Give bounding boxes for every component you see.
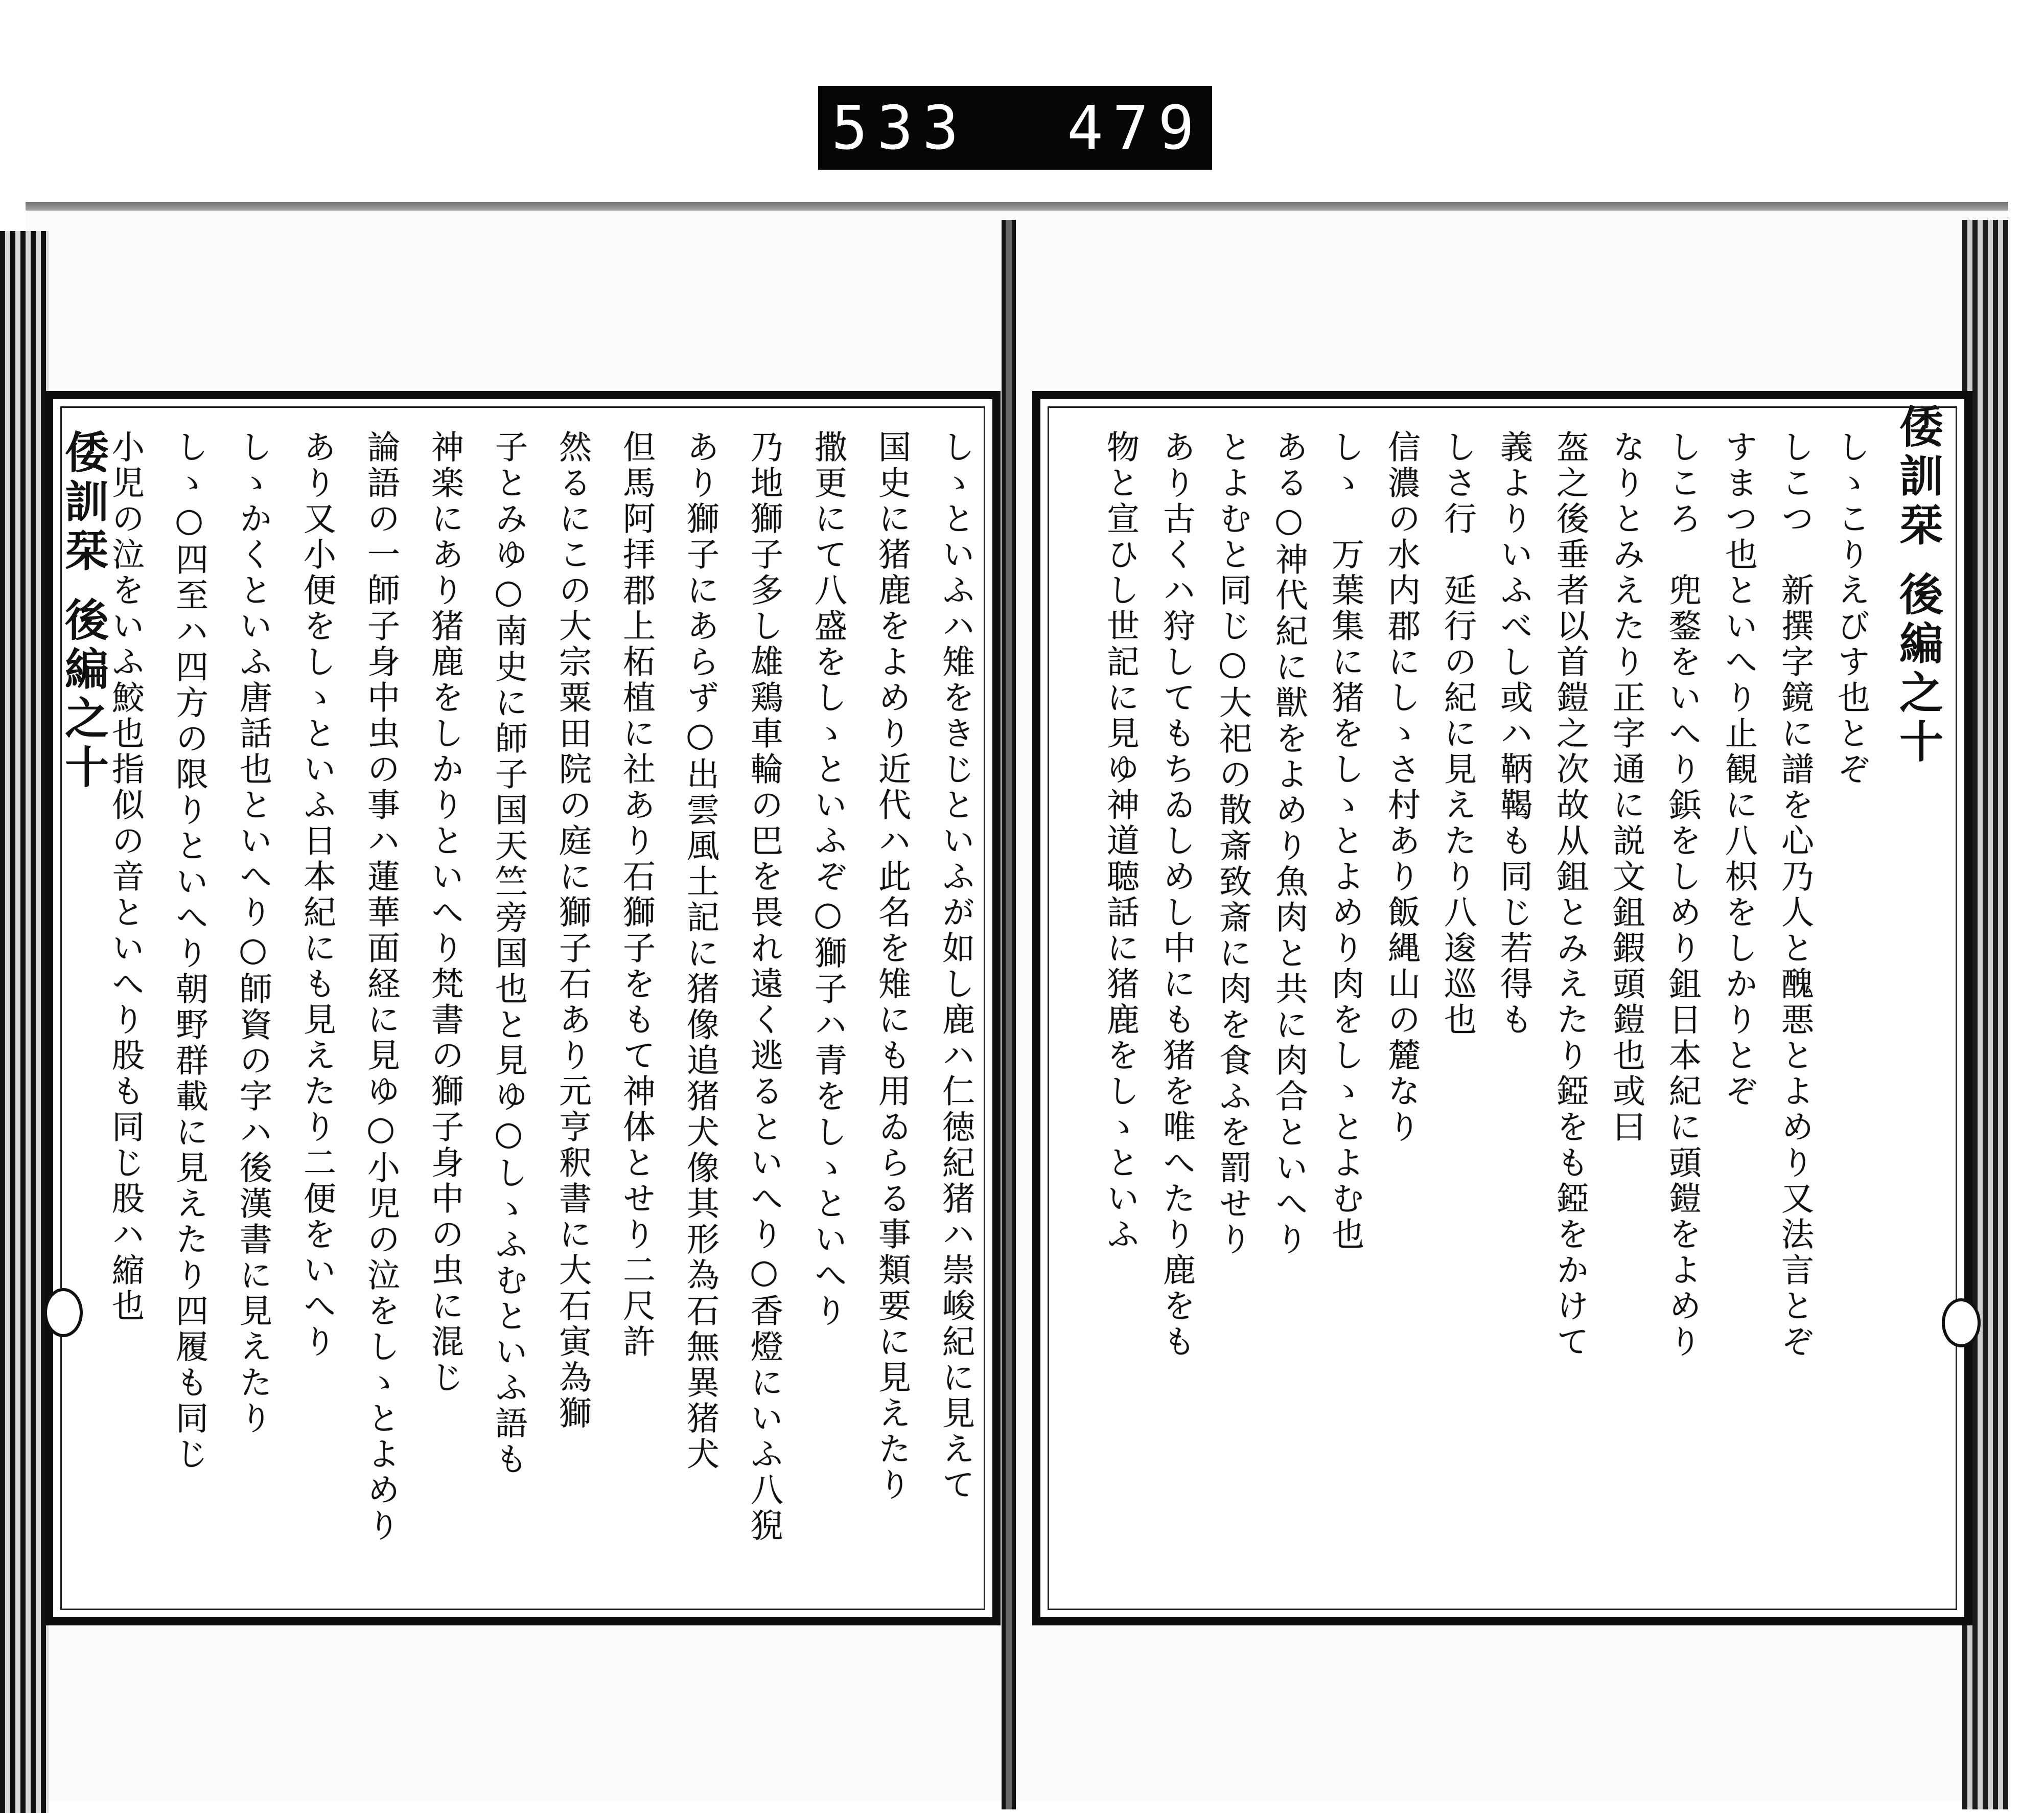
left-page-column: 国史に猪鹿をよめり近代ハ此名を雉にも用ゐらる事類要に見えたり xyxy=(873,430,911,1503)
right-page-column: 物と宣ひし世記に見ゆ神道聴話に猪鹿をしゝといふ xyxy=(1101,430,1139,1253)
left-page-column: しゝ○四至ハ四方の限りといへり朝野群載に見えたり四履も同じ xyxy=(170,430,208,1473)
left-page-column: 但馬阿拝郡上柘植に社あり石獅子をもて神体とせり二尺許 xyxy=(617,430,655,1360)
right-margin-title: 倭訓栞 後編之十 xyxy=(1892,404,1943,768)
right-page-column: 義よりいふべし或ハ鞆鞨も同じ若得も xyxy=(1495,430,1532,1038)
left-page xyxy=(45,391,1001,1625)
right-page-column: しゝ 万葉集に猪をしゝとよめり肉をしゝとよむ也 xyxy=(1326,430,1364,1253)
right-page-column: しさ行 延行の紀に見えたり八逡巡也 xyxy=(1438,430,1476,1038)
left-page-column: 子とみゆ○南史に師子国天竺旁国也と見ゆ○しゝふむといふ語も xyxy=(490,430,527,1478)
right-page-column: あり古くハ狩してもちゐしめし中にも猪を唯へたり鹿をも xyxy=(1157,430,1195,1360)
left-page-column: あり獅子にあらず○出雲風土記に猪像追猪犬像其形為石無異猪犬 xyxy=(681,430,719,1473)
right-page-column: 盔之後垂者以首鎧之次故从鉏とみえたり錏をも錏をかけて xyxy=(1551,430,1589,1360)
frame-number-right: 479 xyxy=(1067,93,1204,163)
right-page-column: しこつ 新撰字鏡に譜を心乃人と醜悪とよめり又法言とぞ xyxy=(1776,430,1814,1360)
microfilm-frame-label xyxy=(818,86,1212,170)
right-page-column: しゝこりえびす也とぞ xyxy=(1832,430,1870,788)
left-folio-mark xyxy=(44,1288,83,1337)
right-folio-mark xyxy=(1942,1298,1981,1347)
right-page-column: ある○神代紀に獣をよめり魚肉と共に肉合といへり xyxy=(1270,430,1308,1258)
left-fore-edge xyxy=(0,231,49,1813)
right-page-column: すまつ也といへり止観に八枳をしかりとぞ xyxy=(1720,430,1757,1110)
right-page xyxy=(1032,391,1972,1625)
right-page-column: 信濃の水内郡にしゝさ村あり飯縄山の麓なり xyxy=(1382,430,1420,1145)
left-page-column: 神楽にあり猪鹿をしかりといへり梵書の獅子身中の虫に混じ xyxy=(426,430,463,1396)
right-page-column: とよむと同じ○大祀の散斎致斎に肉を食ふを罰せり xyxy=(1214,430,1251,1258)
left-page-column: 論語の一師子身中虫の事ハ蓮華面経に見ゆ○小児の泣をしゝとよめり xyxy=(362,430,400,1544)
left-page-column: しゝかくといふ唐話也といへり○師資の字ハ後漢書に見えたり xyxy=(234,430,272,1437)
left-page-column: 撒更にて八盛をしゝといふぞ○獅子ハ青をしゝといへり xyxy=(809,430,847,1329)
left-page-column: 乃地獅子多し雄鶏車輪の巴を畏れ遠く逃るといへり○香燈にいふ八猊 xyxy=(745,430,783,1544)
right-page-column: しころ 兜鍪をいへり鋲をしめり鉏日本紀に頭鎧をよめり xyxy=(1663,430,1701,1360)
left-page-column: 小児の泣をいふ鮫也指似の音といへり股も同じ股ハ縮也 xyxy=(106,430,144,1324)
left-margin-title: 倭訓栞 後編之十 xyxy=(57,429,108,793)
frame-number-left: 533 xyxy=(831,93,968,163)
book-spine xyxy=(1002,220,1016,1809)
left-page-column: あり又小便をしゝといふ日本紀にも見えたり二便をいへり xyxy=(298,430,336,1360)
left-page-column: しゝといふハ雉をきじといふが如し鹿ハ仁徳紀猪ハ崇峻紀に見えて xyxy=(937,430,974,1503)
left-page-column: 然るにこの大宗粟田院の庭に獅子石あり元亨釈書に大石寅為獅 xyxy=(553,430,591,1432)
right-page-column: なりとみえたり正字通に説文鉏鍜頭鎧也或曰 xyxy=(1607,430,1645,1145)
